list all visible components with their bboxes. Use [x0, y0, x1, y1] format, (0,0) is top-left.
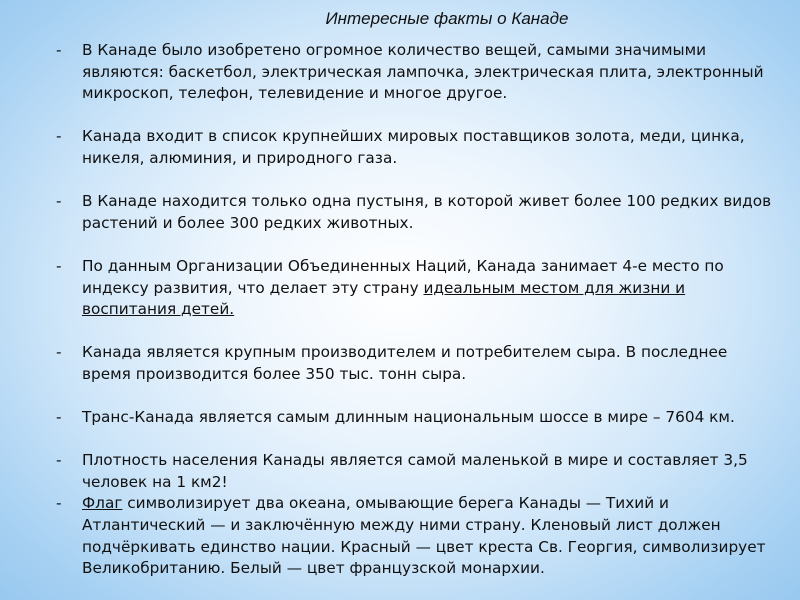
- fact-highway: - Транс-Канада является самым длинным национальным шоссе в мире – 7604 км.: [56, 407, 776, 429]
- fact-inventions: - В Канаде было изобретено огромное количество вещей, самыми значимыми являются: баскетбол, электрическая лампочка, электрическая плита, электронный микроскоп, телефон, телевидение и многое другое.: [56, 40, 776, 105]
- facts-list: [56, 40, 776, 580]
- fact-flag: [56, 493, 776, 579]
- fact-cheese: - Канада является крупным производителем и потребителем сыра. В последнее время производится более 350 тыс. тонн сыра.: [56, 342, 776, 385]
- best-place-link[interactable]: идеальным местом для жизни и воспитания детей.: [82, 278, 686, 319]
- fact-development-index: [56, 256, 776, 321]
- flag-link[interactable]: Флаг: [82, 494, 123, 513]
- page-title: Интересные факты о Канаде: [325, 9, 569, 28]
- fact-development-text: По данным Организации Объединенных Наций, Канада занимает 4-е место по индексу развития, что делает эту страну: [82, 256, 724, 297]
- fact-resources: - Канада входит в список крупнейших мировых поставщиков золота, меди, цинка, никеля, алюминия, и природного газа.: [56, 126, 776, 169]
- fact-desert: - В Канаде находится только одна пустыня, в которой живет более 100 редких видов растений и более 300 редких животных.: [56, 191, 776, 234]
- fact-flag-text: символизирует два океана, омывающие берега Канады — Тихий и Атлантический — и заключённую между ними страну. Кленовый лист должен подчёркивать единство нации. Красный — цвет креста Св. Георгия, символизирует Великобританию. Белый — цвет французской монархии.: [82, 494, 766, 578]
- fact-population-density: - Плотность населения Канады является самой маленькой в мире и составляет 3,5 человек на 1 км2!: [56, 450, 776, 493]
